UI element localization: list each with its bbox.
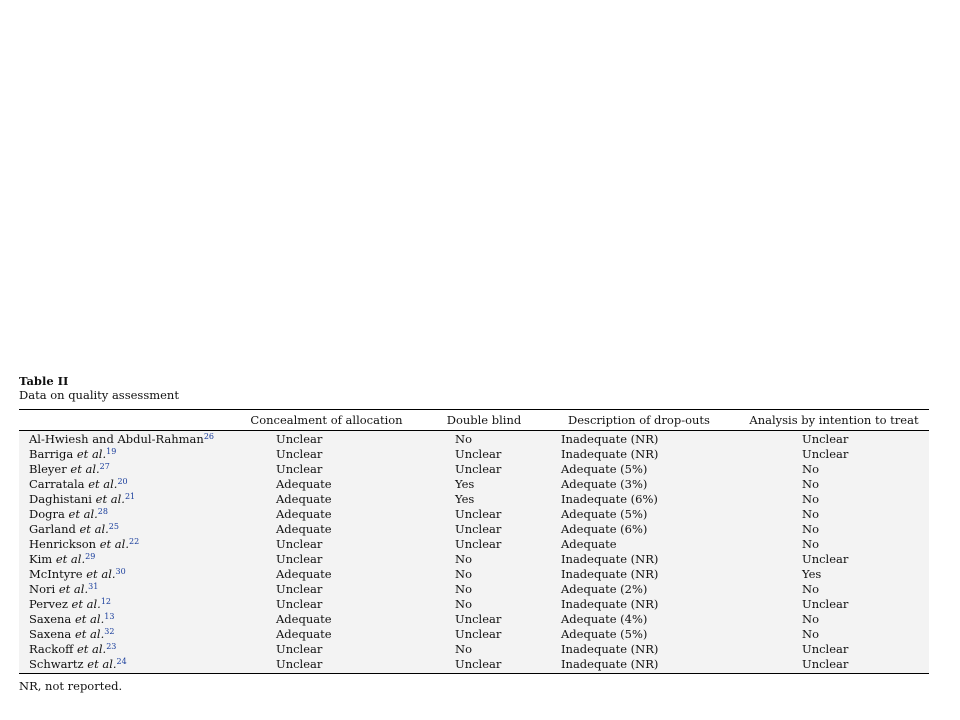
study-name: Daghistani [29, 492, 96, 506]
quality-assessment-table-block [19, 374, 929, 693]
allocation-cell: Unclear [276, 552, 323, 566]
study-cell [19, 642, 224, 657]
allocation-cell: Unclear [276, 642, 323, 656]
reference-number: 23 [106, 642, 117, 651]
allocation-cell: Adequate [276, 567, 332, 581]
study-name: Carratala [29, 477, 89, 491]
study-etal: et al. [88, 477, 118, 491]
allocation-cell: Unclear [276, 447, 323, 461]
reference-number: 25 [108, 522, 119, 531]
dropouts-cell: Adequate (5%) [561, 507, 648, 521]
dropouts-cell: Adequate (5%) [561, 627, 648, 641]
study-cell [19, 447, 224, 462]
dropouts-cell: Adequate (6%) [561, 522, 648, 536]
reference-number: 31 [88, 582, 99, 591]
column-header-blind: Double blind [429, 410, 539, 431]
blind-cell: Yes [455, 477, 475, 491]
reference-number: 29 [85, 552, 96, 561]
allocation-cell: Unclear [276, 582, 323, 596]
allocation-cell: Adequate [276, 477, 332, 491]
blind-cell: No [455, 432, 472, 446]
study-cell [19, 537, 224, 552]
allocation-cell: Unclear [276, 537, 323, 551]
allocation-cell: Adequate [276, 522, 332, 536]
blind-cell: Unclear [455, 447, 502, 461]
allocation-cell: Unclear [276, 597, 323, 611]
table-label: Table II [19, 374, 69, 388]
study-name: Henrickson [29, 537, 100, 551]
column-header-study [19, 410, 224, 431]
study-etal: et al. [74, 627, 105, 641]
table-row [19, 657, 929, 674]
reference-number: 26 [203, 432, 215, 441]
study-name: Nori [29, 582, 59, 596]
study-name: Saxena [29, 612, 75, 626]
allocation-cell: Adequate [276, 627, 332, 641]
study-etal: et al. [70, 462, 100, 476]
dropouts-cell: Adequate (5%) [561, 462, 648, 476]
study-etal: et al. [74, 612, 105, 626]
reference-number: 12 [100, 597, 112, 606]
study-etal: et al. [86, 567, 116, 581]
study-name: Bleyer [29, 462, 71, 476]
table-row [19, 552, 929, 567]
study-cell [19, 627, 224, 642]
quality-table [19, 409, 929, 674]
study-cell [19, 552, 224, 567]
dropouts-cell: Inadequate (NR) [561, 552, 659, 566]
table-caption: Data on quality assessment [19, 388, 179, 402]
blind-cell: Unclear [455, 627, 502, 641]
study-etal: et al. [71, 597, 101, 611]
table-body [19, 431, 929, 674]
study-cell [19, 612, 224, 627]
blind-cell: Unclear [455, 522, 502, 536]
study-cell [19, 522, 224, 537]
itt-cell: No [802, 462, 819, 476]
itt-cell: No [802, 582, 819, 596]
dropouts-cell: Inadequate (6%) [561, 492, 658, 506]
study-name: Dogra [29, 507, 69, 521]
blind-cell: Unclear [455, 462, 502, 476]
blind-cell: Unclear [455, 507, 502, 521]
dropouts-cell: Inadequate (NR) [561, 642, 659, 656]
study-cell [19, 582, 224, 597]
study-etal: et al. [68, 507, 98, 521]
blind-cell: Yes [455, 492, 475, 506]
itt-cell: No [802, 507, 819, 521]
study-name: Kim [29, 552, 56, 566]
table-row [19, 462, 929, 477]
table-row [19, 612, 929, 627]
study-cell [19, 597, 224, 612]
study-name: Garland [29, 522, 80, 536]
blind-cell: Unclear [455, 612, 502, 626]
study-etal: et al. [76, 642, 107, 656]
itt-cell: Unclear [802, 597, 849, 611]
itt-cell: Unclear [802, 432, 849, 446]
reference-number: 32 [104, 627, 115, 636]
study-etal: et al. [55, 552, 86, 566]
column-header-allocation: Concealment of allocation [224, 410, 429, 431]
study-name: Barriga [29, 447, 77, 461]
study-etal: et al. [99, 537, 129, 551]
blind-cell: No [455, 552, 472, 566]
table-row [19, 642, 929, 657]
reference-number: 28 [97, 507, 108, 516]
blind-cell: No [455, 567, 472, 581]
dropouts-cell: Inadequate (NR) [561, 597, 659, 611]
reference-number: 21 [124, 492, 136, 501]
study-name: Pervez [29, 597, 72, 611]
blind-cell: Unclear [455, 537, 502, 551]
table-header-row [19, 410, 929, 431]
allocation-cell: Unclear [224, 657, 429, 674]
table-row [19, 477, 929, 492]
column-header-dropouts: Description of drop-outs [539, 410, 739, 431]
reference-number: 19 [106, 447, 117, 456]
study-etal: et al. [95, 492, 125, 506]
allocation-cell: Unclear [276, 432, 323, 446]
itt-cell: Unclear [739, 657, 929, 674]
table-row [19, 537, 929, 552]
itt-cell: No [802, 477, 819, 491]
study-cell [19, 492, 224, 507]
study-cell [19, 477, 224, 492]
itt-cell: No [802, 612, 819, 626]
study-cell [19, 462, 224, 477]
allocation-cell: Adequate [276, 612, 332, 626]
table-row [19, 627, 929, 642]
table-row [19, 522, 929, 537]
allocation-cell: Adequate [276, 507, 332, 521]
study-cell [19, 507, 224, 522]
reference-number: 20 [117, 477, 128, 486]
table-row [19, 431, 929, 448]
itt-cell: Unclear [802, 642, 849, 656]
dropouts-cell: Inadequate (NR) [561, 567, 659, 581]
itt-cell: No [802, 537, 819, 551]
study-name: Al-Hwiesh and Abdul-Rahman [29, 432, 204, 446]
study-name: Saxena [29, 627, 75, 641]
dropouts-cell: Adequate (4%) [561, 612, 648, 626]
study-cell [19, 657, 224, 674]
blind-cell: No [455, 597, 472, 611]
column-header-itt: Analysis by intention to treat [739, 410, 929, 431]
dropouts-cell: Adequate [561, 537, 617, 551]
dropouts-cell: Adequate (2%) [561, 582, 648, 596]
table-row [19, 597, 929, 612]
study-etal: et al. [87, 657, 117, 671]
reference-number: 24 [116, 657, 127, 666]
study-etal: et al. [58, 582, 89, 596]
allocation-cell: Unclear [276, 462, 323, 476]
table-row [19, 567, 929, 582]
reference-number: 13 [104, 612, 115, 621]
table-row [19, 582, 929, 597]
dropouts-cell: Adequate (3%) [561, 477, 648, 491]
table-row [19, 447, 929, 462]
itt-cell: Unclear [802, 447, 849, 461]
itt-cell: No [802, 492, 819, 506]
reference-number: 30 [115, 567, 126, 576]
blind-cell: No [455, 642, 472, 656]
table-footnote: NR, not reported. [19, 679, 123, 693]
itt-cell: Yes [802, 567, 822, 581]
allocation-cell: Adequate [276, 492, 332, 506]
study-etal: et al. [79, 522, 109, 536]
study-etal: et al. [76, 447, 107, 461]
blind-cell: Unclear [429, 657, 539, 674]
study-name: Rackoff [29, 642, 77, 656]
table-row [19, 492, 929, 507]
dropouts-cell: Inadequate (NR) [539, 657, 739, 674]
dropouts-cell: Inadequate (NR) [561, 432, 659, 446]
study-name: Schwartz [29, 657, 88, 671]
itt-cell: No [802, 627, 819, 641]
reference-number: 27 [99, 462, 110, 471]
study-cell [19, 567, 224, 582]
itt-cell: Unclear [802, 552, 849, 566]
itt-cell: No [802, 522, 819, 536]
dropouts-cell: Inadequate (NR) [561, 447, 659, 461]
study-cell [19, 431, 224, 448]
study-name: McIntyre [29, 567, 87, 581]
blind-cell: No [455, 582, 472, 596]
table-row [19, 507, 929, 522]
reference-number: 22 [129, 537, 140, 546]
